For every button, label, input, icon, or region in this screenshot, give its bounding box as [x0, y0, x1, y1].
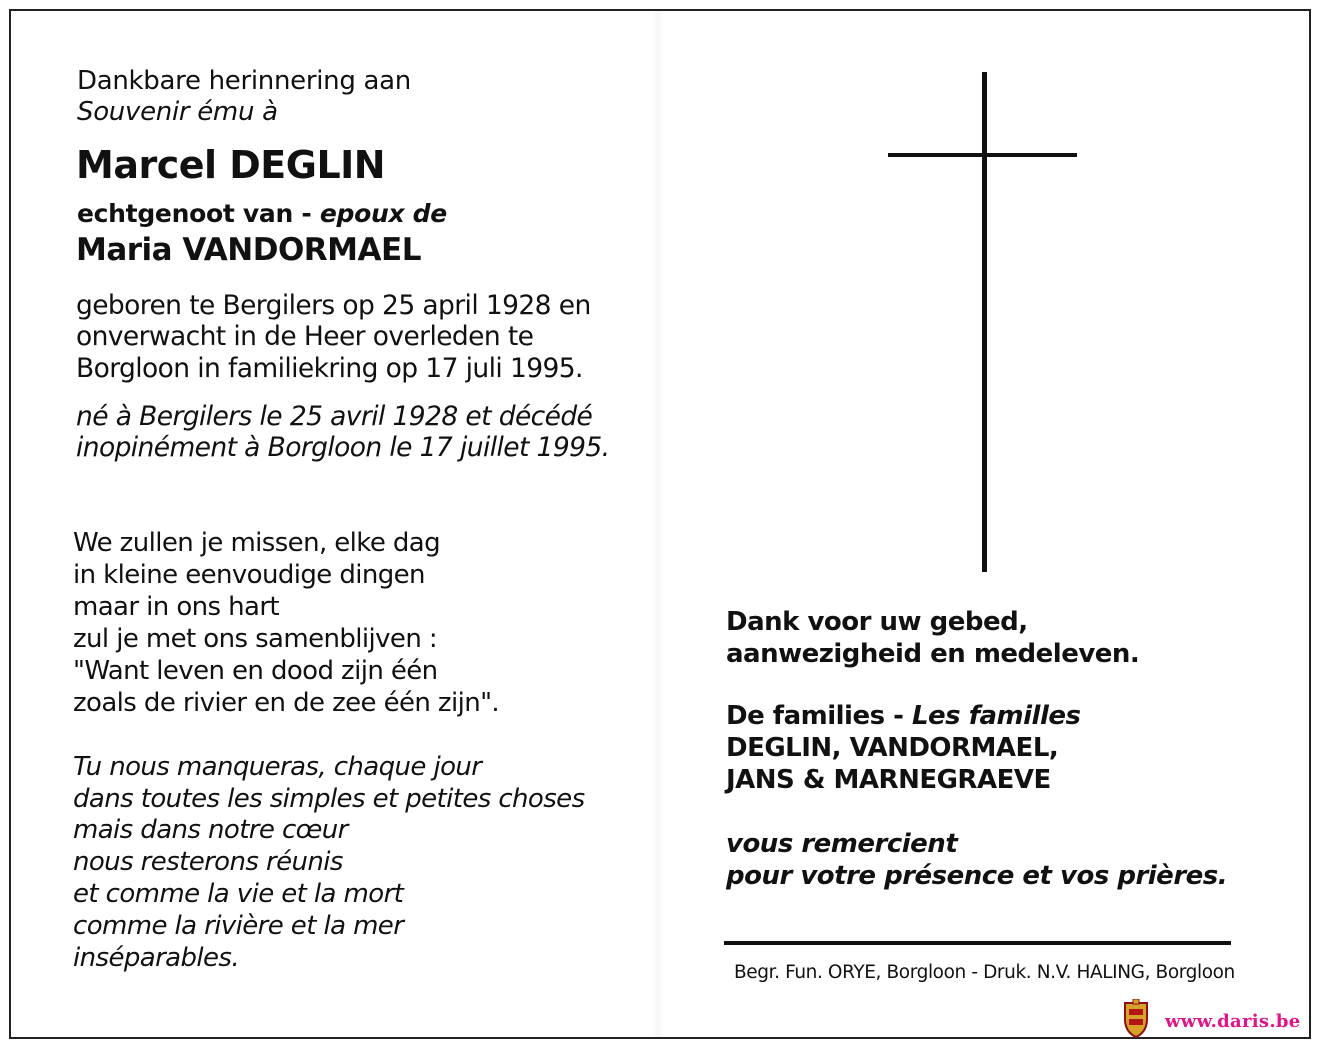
poem-dutch-line: zoals de rivier en de zee één zijn". — [73, 688, 500, 718]
families-label-french: Les familles — [911, 701, 1081, 731]
intro-dutch: Dankbare herinnering aan — [77, 66, 411, 96]
poem-dutch-line: We zullen je missen, elke dag — [73, 528, 441, 558]
bio-dutch-line: onverwacht in de Heer overleden te — [76, 321, 534, 352]
bio-dutch-line: geboren te Bergilers op 25 april 1928 en — [76, 290, 591, 321]
poem-french-line: dans toutes les simples et petites choses — [73, 784, 585, 814]
divider-rule — [724, 941, 1231, 945]
poem-dutch-line: zul je met ons samenblijven : — [73, 624, 438, 654]
thanks-dutch-line: aanwezigheid en medeleven. — [726, 639, 1140, 669]
family-names-line: DEGLIN, VANDORMAEL, — [726, 733, 1059, 763]
spouse-label-french: epoux de — [319, 199, 447, 228]
bio-dutch-line: Borgloon in familiekring op 17 juli 1995. — [76, 353, 583, 384]
spouse-label-dutch: echtgenoot van - — [77, 199, 320, 228]
thanks-dutch-line: Dank voor uw gebed, — [726, 607, 1028, 637]
cross-icon — [880, 70, 1090, 575]
thanks-french-line: pour votre présence et vos prières. — [726, 861, 1228, 891]
watermark-site[interactable]: www.daris.be — [1165, 1011, 1301, 1032]
poem-dutch-line: maar in ons hart — [73, 592, 280, 622]
thanks-french-line: vous remercient — [726, 829, 958, 859]
poem-french-line: comme la rivière et la mer — [73, 911, 404, 941]
poem-dutch-line: "Want leven en dood zijn één — [73, 656, 438, 686]
bio-french-line: né à Bergilers le 25 avril 1928 et décédé — [76, 401, 593, 432]
coat-of-arms-icon — [1122, 999, 1150, 1039]
poem-french-line: Tu nous manqueras, chaque jour — [73, 752, 482, 782]
families-label — [726, 701, 1081, 731]
card-fold — [652, 11, 664, 1037]
poem-french-line: inséparables. — [73, 943, 240, 973]
poem-french-line: et comme la vie et la mort — [73, 879, 404, 909]
bio-french-line: inopinément à Borgloon le 17 juillet 1995. — [76, 432, 610, 463]
intro-french: Souvenir ému à — [77, 97, 278, 127]
printer-credits: Begr. Fun. ORYE, Borgloon - Druk. N.V. HALING, Borgloon — [734, 962, 1235, 983]
deceased-name: Marcel DEGLIN — [76, 143, 386, 187]
poem-french-line: nous resterons réunis — [73, 847, 343, 877]
poem-dutch-line: in kleine eenvoudige dingen — [73, 560, 425, 590]
spouse-name: Maria VANDORMAEL — [76, 232, 421, 268]
families-label-dutch: De families - — [726, 701, 912, 731]
spouse-label — [77, 199, 447, 228]
family-names-line: JANS & MARNEGRAEVE — [726, 765, 1051, 795]
poem-french-line: mais dans notre cœur — [73, 815, 348, 845]
